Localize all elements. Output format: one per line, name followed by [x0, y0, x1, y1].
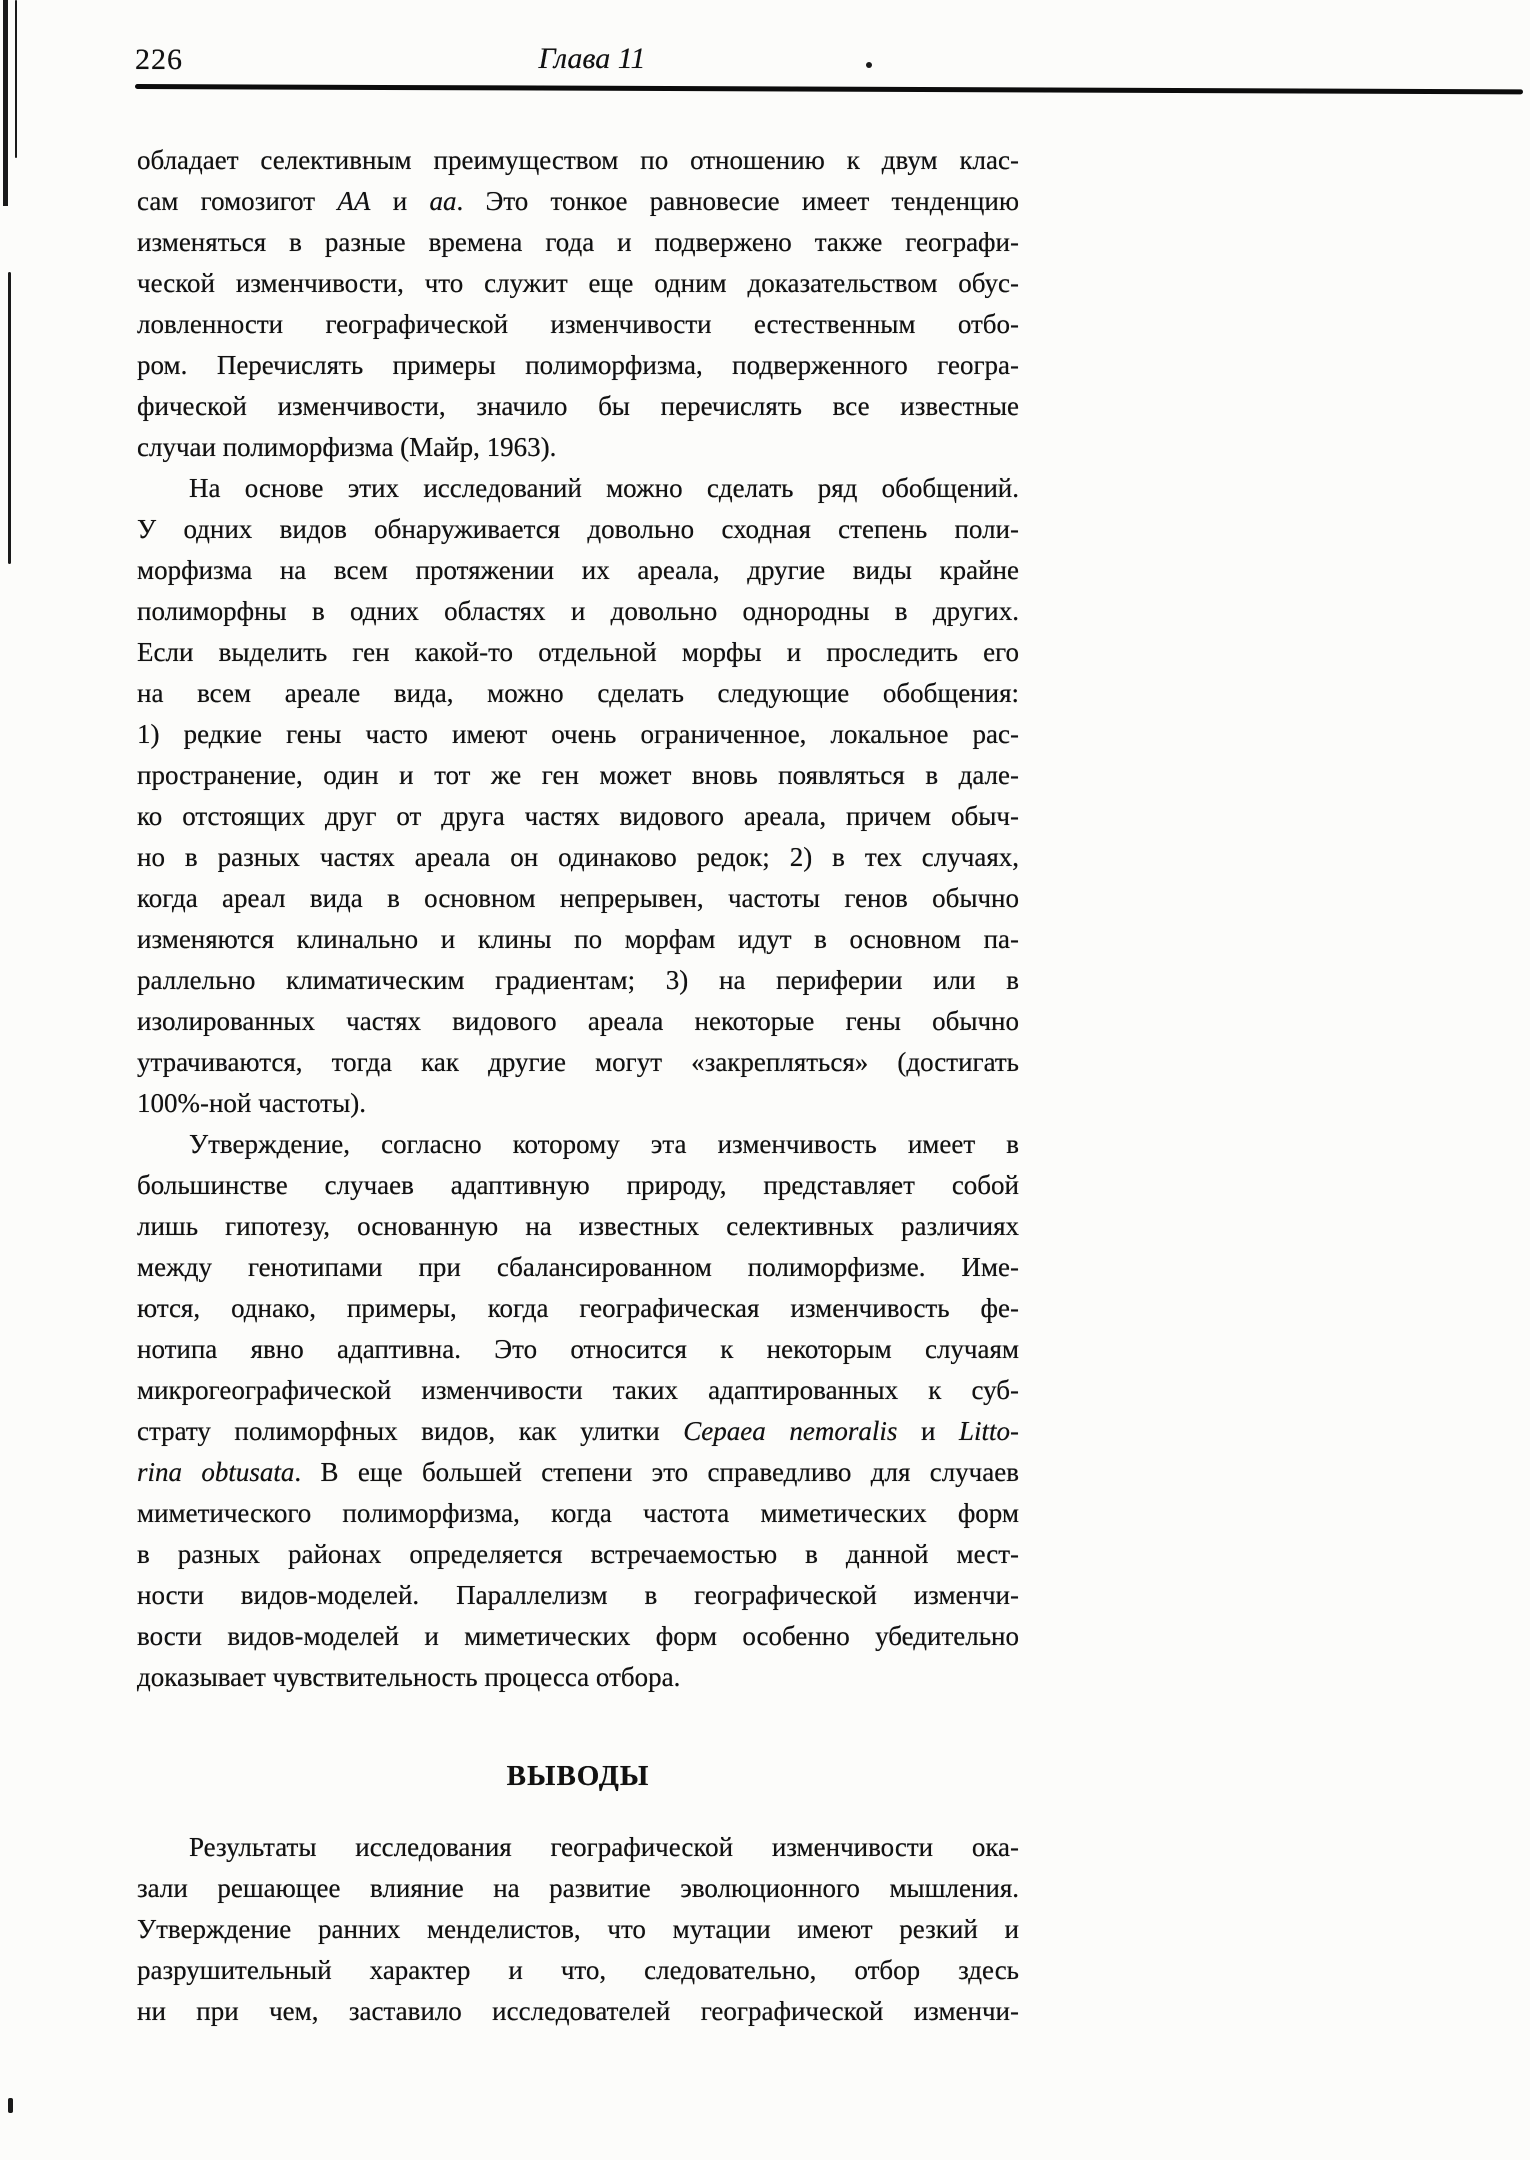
- text-line: [137, 1206, 1019, 1247]
- text-line: [137, 1827, 1019, 1868]
- text-segment: сам гомозигот: [137, 186, 338, 216]
- text-segment: полиморфны в одних областях и довольно однородны в других.: [137, 596, 1019, 626]
- text-segment: ром. Перечислять примеры полиморфизма, подверженного геогра-: [137, 350, 1019, 380]
- text-segment: страту полиморфных видов, как улитки: [137, 1416, 684, 1446]
- italic-text: rina obtusata: [137, 1457, 295, 1487]
- text-segment: 100%-ной частоты).: [137, 1088, 366, 1118]
- text-line: [137, 837, 1019, 878]
- text-segment: изменяются клинально и клины по морфам идут в основном па-: [137, 924, 1019, 954]
- text-line: [137, 1083, 1019, 1124]
- text-line: [137, 755, 1019, 796]
- scan-speck-dot: [866, 62, 872, 68]
- text-segment: миметического полиморфизма, когда частота миметических форм: [137, 1498, 1019, 1528]
- text-segment: и: [897, 1416, 959, 1446]
- text-segment: вости видов-моделей и миметических форм особенно убедительно: [137, 1621, 1019, 1651]
- text-segment: пространение, один и тот же ген может вновь появляться в дале-: [137, 760, 1019, 790]
- text-segment: случаи полиморфизма (Майр, 1963).: [137, 432, 557, 462]
- text-segment: раллельно климатическим градиентам; 3) на периферии или в: [137, 965, 1019, 995]
- text-segment: 1) редкие гены часто имеют очень ограниченное, локальное рас-: [137, 719, 1019, 749]
- section-heading: ВЫВОДЫ: [506, 1760, 650, 1792]
- text-segment: ются, однако, примеры, когда географическая изменчивость фе-: [137, 1293, 1019, 1323]
- text-segment: утрачиваются, тогда как другие могут «закрепляться» (достигать: [137, 1047, 1019, 1077]
- text-body: [137, 140, 1019, 2032]
- scan-edge-line: [15, 0, 17, 158]
- italic-text: Litto-: [958, 1416, 1019, 1446]
- text-line: [137, 714, 1019, 755]
- text-line: [137, 468, 1019, 509]
- text-line: [137, 386, 1019, 427]
- paragraph: [137, 468, 1019, 1124]
- text-line: [137, 919, 1019, 960]
- page-number: 226: [135, 43, 183, 76]
- text-segment: доказывает чувствительность процесса отбора.: [137, 1662, 681, 1692]
- text-line: [137, 1001, 1019, 1042]
- text-segment: фической изменчивости, значило бы перечислять все известные: [137, 391, 1019, 421]
- text-line: [137, 140, 1019, 181]
- text-segment: У одних видов обнаруживается довольно сходная степень поли-: [137, 514, 1019, 544]
- header-rule: [135, 84, 1523, 94]
- text-segment: микрогеографической изменчивости таких адаптированных к суб-: [137, 1375, 1019, 1405]
- scan-bottom-mark: [8, 2098, 13, 2113]
- text-segment: . В еще большей степени это справедливо для случаев: [294, 1457, 1019, 1487]
- italic-text: аа: [429, 186, 457, 216]
- scan-edge-line: [8, 272, 11, 564]
- text-segment: лишь гипотезу, основанную на известных селективных различиях: [137, 1211, 1019, 1241]
- text-segment: Результаты исследования географической изменчивости ока-: [189, 1832, 1019, 1862]
- text-segment: ко отстоящих друг от друга частях видового ареала, причем обыч-: [137, 801, 1019, 831]
- text-segment: разрушительный характер и что, следовательно, отбор здесь: [137, 1955, 1019, 1985]
- italic-text: Cepaea nemoralis: [683, 1416, 898, 1446]
- text-line: [137, 222, 1019, 263]
- text-line: [137, 509, 1019, 550]
- text-line: [137, 550, 1019, 591]
- text-line: [137, 1165, 1019, 1206]
- text-segment: между генотипами при сбалансированном полиморфизме. Име-: [137, 1252, 1019, 1282]
- paragraph: [137, 140, 1019, 468]
- text-line: [137, 1950, 1019, 1991]
- text-line: [137, 427, 1019, 468]
- text-line: [137, 263, 1019, 304]
- text-line: [137, 1452, 1019, 1493]
- text-segment: ни при чем, заставило исследователей географической изменчи-: [137, 1996, 1019, 2026]
- text-segment: Утверждение ранних менделистов, что мутации имеют резкий и: [137, 1914, 1019, 1944]
- text-segment: ловленности географической изменчивости естественным отбо-: [137, 309, 1019, 339]
- text-segment: нотипа явно адаптивна. Это относится к некоторым случаям: [137, 1334, 1019, 1364]
- italic-text: АА: [337, 186, 371, 216]
- text-segment: морфизма на всем протяжении их ареала, другие виды крайне: [137, 555, 1019, 585]
- text-line: [137, 1124, 1019, 1165]
- text-segment: обладает селективным преимуществом по отношению к двум клас-: [137, 145, 1019, 175]
- text-segment: изолированных частях видового ареала некоторые гены обычно: [137, 1006, 1019, 1036]
- text-line: [137, 1042, 1019, 1083]
- text-segment: На основе этих исследований можно сделать ряд обобщений.: [189, 473, 1019, 503]
- text-line: [137, 673, 1019, 714]
- text-line: [137, 181, 1019, 222]
- text-line: [137, 878, 1019, 919]
- text-segment: Утверждение, согласно которому эта изменчивость имеет в: [189, 1129, 1019, 1159]
- text-segment: Если выделить ген какой-то отдельной морфы и проследить его: [137, 637, 1019, 667]
- paragraph: [137, 1827, 1019, 2032]
- text-line: [137, 1868, 1019, 1909]
- text-line: [137, 1411, 1019, 1452]
- text-line: [137, 796, 1019, 837]
- text-segment: и: [370, 186, 430, 216]
- paragraph: [137, 1124, 1019, 1698]
- text-segment: . Это тонкое равновесие имеет тенденцию: [456, 186, 1020, 216]
- text-line: [137, 1370, 1019, 1411]
- text-line: [137, 1616, 1019, 1657]
- text-line: [137, 960, 1019, 1001]
- text-line: [137, 1909, 1019, 1950]
- text-line: [137, 345, 1019, 386]
- text-line: [137, 1288, 1019, 1329]
- text-segment: в разных районах определяется встречаемостью в данной мест-: [137, 1539, 1019, 1569]
- text-line: [137, 1329, 1019, 1370]
- scan-edge-line: [3, 0, 8, 206]
- text-segment: когда ареал вида в основном непрерывен, частоты генов обычно: [137, 883, 1019, 913]
- text-line: [137, 1534, 1019, 1575]
- text-line: [137, 1991, 1019, 2032]
- text-segment: но в разных частях ареала он одинаково редок; 2) в тех случаях,: [137, 842, 1019, 872]
- text-line: [137, 304, 1019, 345]
- text-line: [137, 1493, 1019, 1534]
- text-line: [137, 1657, 1019, 1698]
- text-segment: ческой изменчивости, что служит еще одним доказательством обус-: [137, 268, 1019, 298]
- text-segment: на всем ареале вида, можно сделать следующие обобщения:: [137, 678, 1019, 708]
- text-line: [137, 591, 1019, 632]
- text-segment: зали решающее влияние на развитие эволюционного мышления.: [137, 1873, 1019, 1903]
- text-line: [137, 1575, 1019, 1616]
- text-segment: изменяться в разные времена года и подвержено также географи-: [137, 227, 1019, 257]
- chapter-title: Глава 11: [538, 42, 646, 75]
- text-line: [137, 632, 1019, 673]
- text-segment: большинстве случаев адаптивную природу, представляет собой: [137, 1170, 1019, 1200]
- text-segment: ности видов-моделей. Параллелизм в географической изменчи-: [137, 1580, 1019, 1610]
- text-line: [137, 1247, 1019, 1288]
